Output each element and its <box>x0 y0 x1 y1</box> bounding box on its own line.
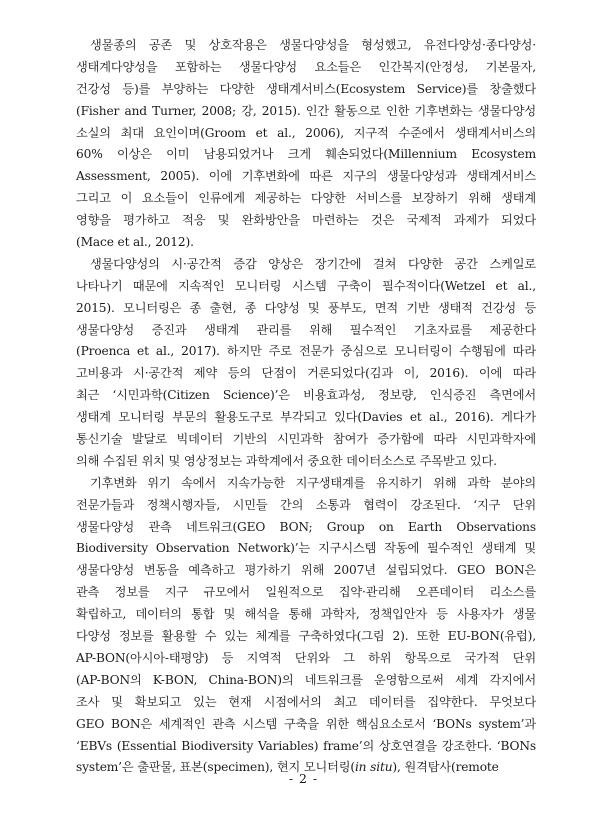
paragraph <box>76 254 536 473</box>
text-line: 소실의 최대 요인이며(Groom et al., 2006), 지구적 수준에서 생태계서비스의 <box>76 125 536 140</box>
text-line: 관측 정보를 지구 규모에서 일원적으로 집약·관리해 오픈데이터 리소스를 <box>76 585 536 600</box>
text-line: 전문가들과 정책시행자들, 시민들 간의 소통과 협력이 강조된다. ‘지구 단위 <box>76 497 536 512</box>
page-number: - 2 - <box>288 771 319 786</box>
italic-term: in situ <box>354 760 393 775</box>
text-line: AP-BON(아시아-태평양) 등 지역적 단위와 그 하위 항목으로 국가적 단위 <box>76 650 536 665</box>
text-line: 생태계 모니터링 부문의 활용도구로 부각되고 있다(Davies et al., 2016). 게다가 <box>76 410 536 425</box>
text-line: 생물종의 공존 및 상호작용은 생물다양성을 형성했고, 유전다양성·종다양성· <box>90 38 536 52</box>
text-line: 건강성 등)를 부양하는 다양한 생태계서비스(Ecosystem Service)를 창출했다 <box>76 81 536 96</box>
text-line: Biodiversity Observation Network)’는 지구시스템 작동에 필수적인 생태계 및 <box>76 541 536 556</box>
text-line: 영향을 평가하고 적응 및 완화방안을 마련하는 것은 국제적 과제가 되었다 <box>76 213 536 228</box>
text-line: Assessment, 2005). 이에 기후변화에 따른 지구의 생물다양성과 생태계서비스 <box>76 169 536 184</box>
text-line: 그리고 이 요소들이 인류에게 제공하는 다양한 서비스를 보장하기 위해 생태계 <box>76 191 536 206</box>
text-line: 다양성 정보를 활용할 수 있는 체계를 구축하였다(그림 2). 또한 EU-BON(유럽), <box>76 629 536 644</box>
text-line: (AP-BON의 K-BON, China-BON)의 네트워크를 운영함으로써 세계 각지에서 <box>76 672 536 687</box>
text-line: (Mace et al., 2012). <box>76 235 194 250</box>
text-line: GEO BON은 세계적인 관측 시스템 구축을 위한 핵심요소로서 ‘BONs system’과 <box>76 716 536 731</box>
text-line: system’은 출판물, 표본(specimen), 현지 모니터링(in situ), 원격탐사(remote <box>76 760 499 775</box>
text-line: 고비용과 시·공간적 제약 등의 단점이 거론되었다(김과 이, 2016). 이에 따라 <box>76 366 536 381</box>
text-line: 60% 이상은 이미 남용되었거나 크게 훼손되었다(Millennium Ecosystem <box>76 147 536 162</box>
paragraph <box>76 35 536 254</box>
text-line: ‘EBVs (Essential Biodiversity Variables) frame’의 상호연결을 강조한다. ‘BONs <box>76 738 536 753</box>
text-line: 2015). 모니터링은 종 출현, 종 다양성 및 풍부도, 면적 기반 생태적 건강성 등 <box>76 300 536 315</box>
text-line: 기후변화 위기 속에서 지속가능한 지구생태계를 유지하기 위해 과학 분야의 <box>90 475 536 490</box>
text-line: (Fisher and Turner, 2008; 강, 2015). 인간 활동으로 인한 기후변화는 생물다양성 <box>76 103 536 118</box>
text-line: 생물다양성 증진과 생태계 관리를 위해 필수적인 기초자료를 제공한다 <box>76 322 536 337</box>
text-line: 확립하고, 데이터의 통합 및 해석을 통해 과학자, 정책입안자 등 사용자가 생물 <box>76 607 536 622</box>
body-text <box>76 35 536 779</box>
text-line: 최근 ‘시민과학(Citizen Science)’은 비용효과성, 정보량, 인식증진 측면에서 <box>76 388 536 403</box>
text-line: 생물다양성 변동을 예측하고 평가하기 위해 2007년 설립되었다. GEO BON은 <box>76 563 536 578</box>
text-line: 조사 및 확보되고 있는 현재 시점에서의 최고 데이터를 집약한다. 무엇보다 <box>76 694 536 709</box>
text-line: 생태계다양성을 포함하는 생물다양성 요소들은 인간복지(안정성, 기본물자, <box>76 59 536 74</box>
text-line: 생물다양성 관측 네트워크(GEO BON; Group on Earth Observations <box>76 519 536 534</box>
text-line: 통신기술 발달로 빅데이터 기반의 시민과학 참여가 증가함에 따라 시민과학자에 <box>76 432 536 447</box>
paragraph <box>76 473 536 779</box>
text-line: 생물다양성의 시·공간적 증감 양상은 장기간에 걸쳐 다양한 공간 스케일로 <box>90 256 536 271</box>
text-line: 의해 수집된 위치 및 영상정보는 과학계에서 중요한 데이터소스로 주목받고 있다. <box>76 453 497 468</box>
text-line: 나타나기 때문에 지속적인 모니터링 시스템 구축이 필수적이다(Wetzel et al., <box>76 278 536 293</box>
text-line: (Proenca et al., 2017). 하지만 주로 전문가 중심으로 모니터링이 수행됨에 따라 <box>76 344 536 359</box>
